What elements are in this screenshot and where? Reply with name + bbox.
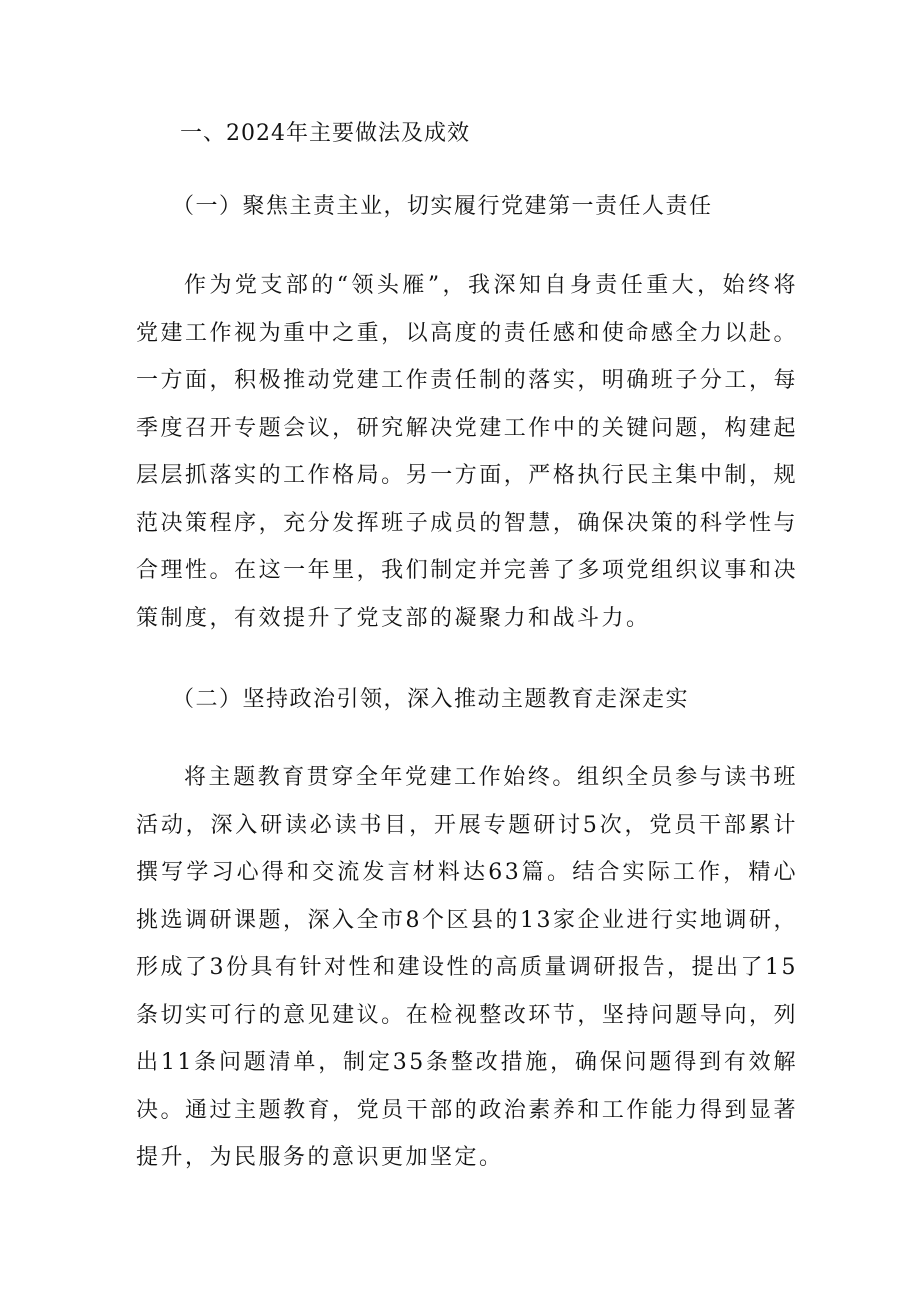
section-heading-main: 一、2024年主要做法及成效 [180,121,470,146]
subsection-heading-1: （一）聚焦主责主业，切实履行党建第一责任人责任 [172,194,713,219]
paragraph-1: 作为党支部的“领头雁”，我深知自身责任重大，始终将党建工作视为重中之重，以高度的责任感和使命感全力以赴。一方面，积极推动党建工作责任制的落实，明确班子分工，每季度召开专题会议，研究解决党建工作中的关键问题，构建起层层抓落实的工作格局。另一方面，严格执行民主集中制，规范决策程序，充分发挥班子成员的智慧，确保决策的科学性与合理性。在这一年里，我们制定并完善了多项党组织议事和决策制度，有效提升了党支部的凝聚力和战斗力。 [136,273,798,631]
document-page [136,0,798,1301]
paragraph-2: 将主题教育贯穿全年党建工作始终。组织全员参与读书班活动，深入研读必读书目，开展专题研讨5次，党员干部累计撰写学习心得和交流发言材料达63篇。结合实际工作，精心挑选调研课题，深入全市8个区县的13家企业进行实地调研，形成了3份具有针对性和建设性的高质量调研报告，提出了15条切实可行的意见建议。在检视整改环节，坚持问题导向，列出11条问题清单，制定35条整改措施，确保问题得到有效解决。通过主题教育，党员干部的政治素养和工作能力得到显著提升，为民服务的意识更加坚定。 [136,765,798,1170]
subsection-heading-2: （二）坚持政治引领，深入推动主题教育走深走实 [172,687,690,712]
